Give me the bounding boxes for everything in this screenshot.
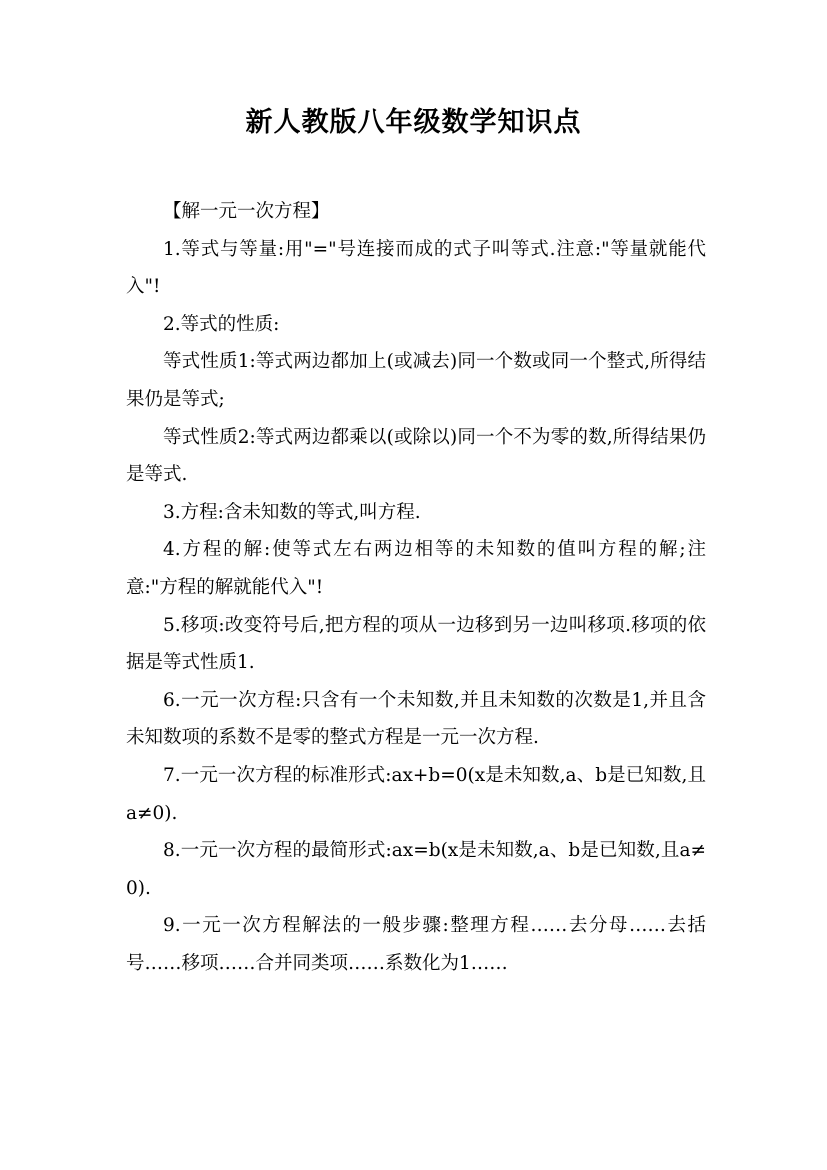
paragraph-7: 5.移项:改变符号后,把方程的项从一边移到另一边叫移项.移项的依据是等式性质1. (126, 614, 706, 674)
paragraph-4: 等式性质2:等式两边都乘以(或除以)同一个不为零的数,所得结果仍是等式. (126, 426, 706, 486)
section-heading: 【解一元一次方程】 (163, 201, 330, 222)
paragraph-10: 8.一元一次方程的最简形式:ax=b(x是未知数,a、b是已知数,且a≠0). (126, 840, 706, 899)
document-title: 新人教版八年级数学知识点 (245, 107, 582, 138)
paragraph-11: 9.一元一次方程解法的一般步骤:整理方程……去分母……去括号……移项……合并同类项……系数化为1…… (126, 915, 706, 974)
paragraph-5: 3.方程:含未知数的等式,叫方程. (163, 501, 421, 523)
paragraph-3: 等式性质1:等式两边都加上(或减去)同一个数或同一个整式,所得结果仍是等式; (126, 351, 706, 410)
paragraph-2: 2.等式的性质: (163, 313, 280, 335)
paragraph-8: 6.一元一次方程:只含有一个未知数,并且未知数的次数是1,并且含未知数项的系数不是零的整式方程是一元一次方程. (126, 689, 706, 749)
paragraph-9: 7.一元一次方程的标准形式:ax+b=0(x是未知数,a、b是已知数,且a≠0). (126, 764, 706, 824)
paragraph-1: 1.等式与等量:用"="号连接而成的式子叫等式.注意:"等量就能代入"! (126, 238, 706, 298)
document-body (126, 193, 706, 982)
paragraph-6: 4.方程的解:使等式左右两边相等的未知数的值叫方程的解;注意:"方程的解就能代入"! (126, 539, 706, 598)
